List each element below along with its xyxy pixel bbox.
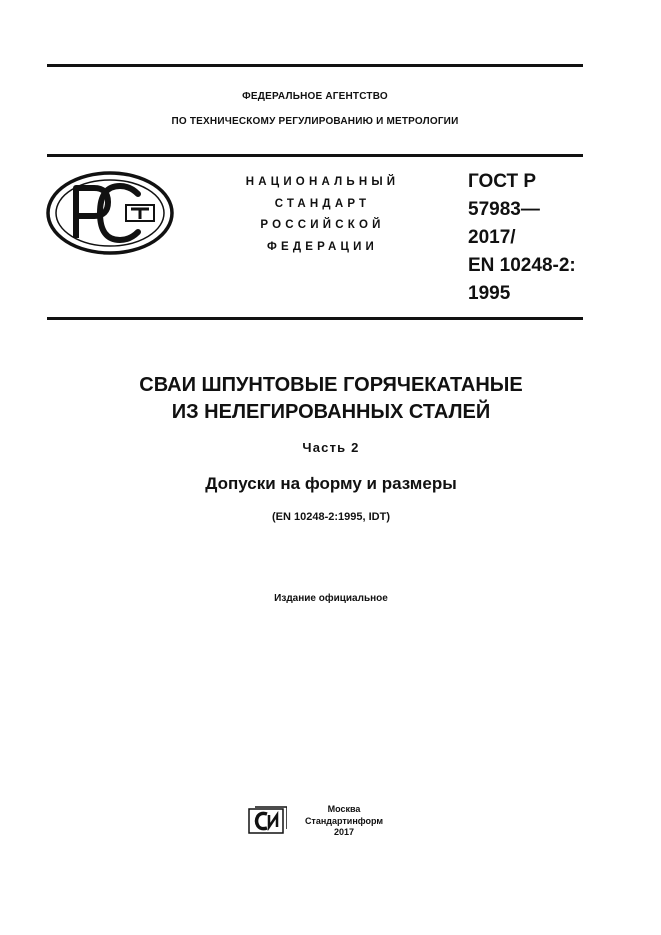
edition-note: Издание официальное xyxy=(274,593,388,604)
standard-block-rule xyxy=(47,317,583,320)
standard-type-line: НАЦИОНАЛЬНЫЙ xyxy=(245,176,400,188)
part-number: Часть 2 xyxy=(302,440,360,455)
standard-type-line: СТАНДАРТ xyxy=(274,197,371,210)
document-subtitle: Допуски на форму и размеры xyxy=(205,474,457,493)
designation-line: 1995 xyxy=(468,283,511,304)
standartinform-logo-icon xyxy=(247,805,287,835)
header-rule xyxy=(47,154,583,157)
rst-conformity-mark-icon xyxy=(46,170,174,256)
publication-year: 2017 xyxy=(333,827,355,837)
title-line-2: ИЗ НЕЛЕГИРОВАННЫХ СТАЛЕЙ xyxy=(171,401,491,423)
designation-line: ГОСТ Р xyxy=(468,171,537,192)
top-rule xyxy=(47,64,583,67)
publisher-info xyxy=(299,804,389,839)
standard-designation xyxy=(468,168,588,308)
equivalence-note: (EN 10248-2:1995, IDT) xyxy=(272,511,390,523)
designation-line: EN 10248-2: xyxy=(468,255,576,276)
standard-type-line: ФЕДЕРАЦИИ xyxy=(266,240,379,253)
standard-type xyxy=(220,172,425,258)
document-title xyxy=(47,372,615,426)
publisher-city: Москва xyxy=(327,804,361,814)
standard-type-line: РОССИЙСКОЙ xyxy=(260,219,385,231)
agency-line-2: ПО ТЕХНИЧЕСКОМУ РЕГУЛИРОВАНИЮ И МЕТРОЛОГИИ xyxy=(171,116,459,127)
publisher-name: Стандартинформ xyxy=(304,815,384,826)
agency-line-1: ФЕДЕРАЛЬНОЕ АГЕНТСТВО xyxy=(242,91,388,102)
designation-line: 57983— xyxy=(468,199,540,220)
designation-line: 2017/ xyxy=(468,227,516,248)
title-line-1: СВАИ ШПУНТОВЫЕ ГОРЯЧЕКАТАНЫЕ xyxy=(139,374,523,396)
